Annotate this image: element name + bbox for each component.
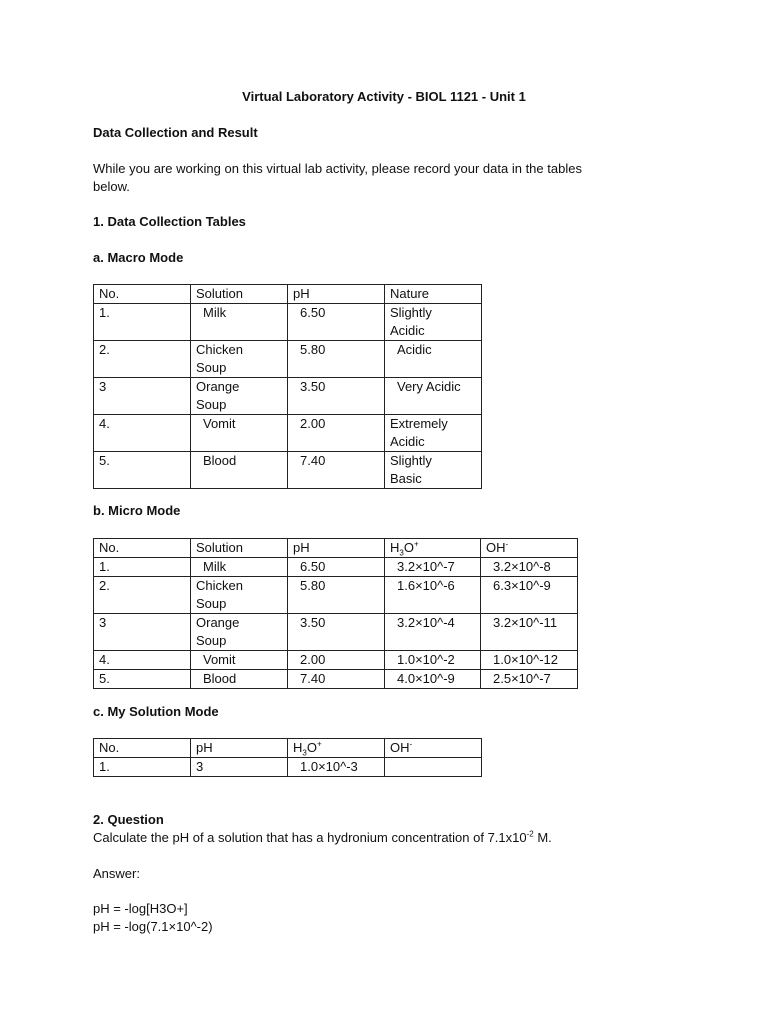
cell-solution: Chicken Soup xyxy=(191,577,288,614)
header-no: No. xyxy=(94,739,191,758)
header-oh xyxy=(481,539,578,558)
header-nature: Nature xyxy=(385,285,482,304)
header-h3o xyxy=(288,739,385,758)
oh-superscript: - xyxy=(505,539,509,549)
cell-no: 5. xyxy=(94,670,191,689)
mysolution-heading: c. My Solution Mode xyxy=(93,704,219,719)
question-exponent: -2 xyxy=(526,829,534,839)
h3o-h: H xyxy=(390,540,400,555)
table-row xyxy=(94,304,482,341)
cell-ph: 6.50 xyxy=(288,558,385,577)
cell-solution: Orange Soup xyxy=(191,378,288,415)
table-row xyxy=(94,651,578,670)
cell-nature: Very Acidic xyxy=(385,378,482,415)
cell-h3o: 3.2×10^-4 xyxy=(385,614,481,651)
cell-no: 4. xyxy=(94,415,191,452)
cell-oh: 3.2×10^-11 xyxy=(481,614,578,651)
cell-nature: Extremely Acidic xyxy=(385,415,482,452)
document-title: Virtual Laboratory Activity - BIOL 1121 - Unit 1 xyxy=(242,89,526,104)
section-heading: Data Collection and Result xyxy=(93,125,258,140)
table-row xyxy=(94,614,578,651)
cell-ph: 2.00 xyxy=(288,651,385,670)
cell-ph: 7.40 xyxy=(288,670,385,689)
header-ph: pH xyxy=(288,285,385,304)
cell-h3o: 3.2×10^-7 xyxy=(385,558,481,577)
cell-oh: 6.3×10^-9 xyxy=(481,577,578,614)
table-row xyxy=(94,415,482,452)
cell-solution: Blood xyxy=(191,452,288,489)
cell-solution: Vomit xyxy=(191,415,288,452)
header-h3o xyxy=(385,539,481,558)
cell-no: 1. xyxy=(94,304,191,341)
cell-no: 2. xyxy=(94,577,191,614)
answer-label: Answer: xyxy=(93,866,140,881)
cell-ph: 7.40 xyxy=(288,452,385,489)
header-solution: Solution xyxy=(191,539,288,558)
h3o-o: O xyxy=(403,540,414,555)
intro-line-2: below. xyxy=(93,179,130,194)
table-row xyxy=(94,452,482,489)
h3o-superscript: + xyxy=(316,739,322,749)
header-ph: pH xyxy=(191,739,288,758)
cell-no: 5. xyxy=(94,452,191,489)
cell-ph: 6.50 xyxy=(288,304,385,341)
cell-ph: 3.50 xyxy=(288,614,385,651)
cell-oh: 1.0×10^-12 xyxy=(481,651,578,670)
table-header-row xyxy=(94,285,482,304)
micro-heading: b. Micro Mode xyxy=(93,503,181,518)
subsection-heading: 1. Data Collection Tables xyxy=(93,214,246,229)
cell-ph: 5.80 xyxy=(288,577,385,614)
oh-superscript: - xyxy=(409,739,413,749)
table-row xyxy=(94,670,578,689)
header-no: No. xyxy=(94,539,191,558)
cell-solution: Vomit xyxy=(191,651,288,670)
cell-nature: Acidic xyxy=(385,341,482,378)
h3o-o: O xyxy=(306,740,317,755)
cell-oh xyxy=(385,758,482,777)
table-row xyxy=(94,758,482,777)
h3o-subscript: 3 xyxy=(399,548,404,558)
cell-oh: 3.2×10^-8 xyxy=(481,558,578,577)
h3o-h: H xyxy=(293,740,303,755)
header-ph: pH xyxy=(288,539,385,558)
cell-ph: 5.80 xyxy=(288,341,385,378)
header-solution: Solution xyxy=(191,285,288,304)
cell-h3o: 4.0×10^-9 xyxy=(385,670,481,689)
header-no: No. xyxy=(94,285,191,304)
cell-solution: Blood xyxy=(191,670,288,689)
cell-nature: Slightly Acidic xyxy=(385,304,482,341)
table-row xyxy=(94,341,482,378)
question-text-unit: M. xyxy=(533,830,552,845)
cell-h3o: 1.0×10^-3 xyxy=(288,758,385,777)
table-header-row xyxy=(94,539,578,558)
cell-solution: Chicken Soup xyxy=(191,341,288,378)
cell-no: 4. xyxy=(94,651,191,670)
question-heading: 2. Question xyxy=(93,812,164,827)
cell-solution: Milk xyxy=(191,304,288,341)
cell-ph: 3.50 xyxy=(288,378,385,415)
question-text xyxy=(93,829,552,847)
h3o-subscript: 3 xyxy=(302,748,307,758)
table-row xyxy=(94,577,578,614)
cell-ph: 3 xyxy=(191,758,288,777)
macro-table xyxy=(93,284,482,489)
cell-no: 1. xyxy=(94,558,191,577)
h3o-superscript: + xyxy=(413,539,419,549)
header-oh xyxy=(385,739,482,758)
answer-line-1: pH = -log[H3O+] xyxy=(93,901,188,916)
answer-line-2: pH = -log(7.1×10^-2) xyxy=(93,919,213,934)
cell-nature: Slightly Basic xyxy=(385,452,482,489)
macro-heading: a. Macro Mode xyxy=(93,250,184,265)
oh-label: OH xyxy=(486,540,506,555)
cell-no: 3 xyxy=(94,378,191,415)
cell-no: 2. xyxy=(94,341,191,378)
question-text-main: Calculate the pH of a solution that has a hydronium concentration of 7.1x10 xyxy=(93,830,527,845)
table-row xyxy=(94,378,482,415)
cell-h3o: 1.0×10^-2 xyxy=(385,651,481,670)
cell-ph: 2.00 xyxy=(288,415,385,452)
cell-no: 1. xyxy=(94,758,191,777)
mysolution-table xyxy=(93,738,482,777)
cell-oh: 2.5×10^-7 xyxy=(481,670,578,689)
table-row xyxy=(94,558,578,577)
table-header-row xyxy=(94,739,482,758)
oh-label: OH xyxy=(390,740,410,755)
cell-solution: Milk xyxy=(191,558,288,577)
micro-table xyxy=(93,538,578,689)
intro-line-1: While you are working on this virtual lab activity, please record your data in the tables xyxy=(93,161,582,176)
cell-no: 3 xyxy=(94,614,191,651)
cell-solution: Orange Soup xyxy=(191,614,288,651)
cell-h3o: 1.6×10^-6 xyxy=(385,577,481,614)
